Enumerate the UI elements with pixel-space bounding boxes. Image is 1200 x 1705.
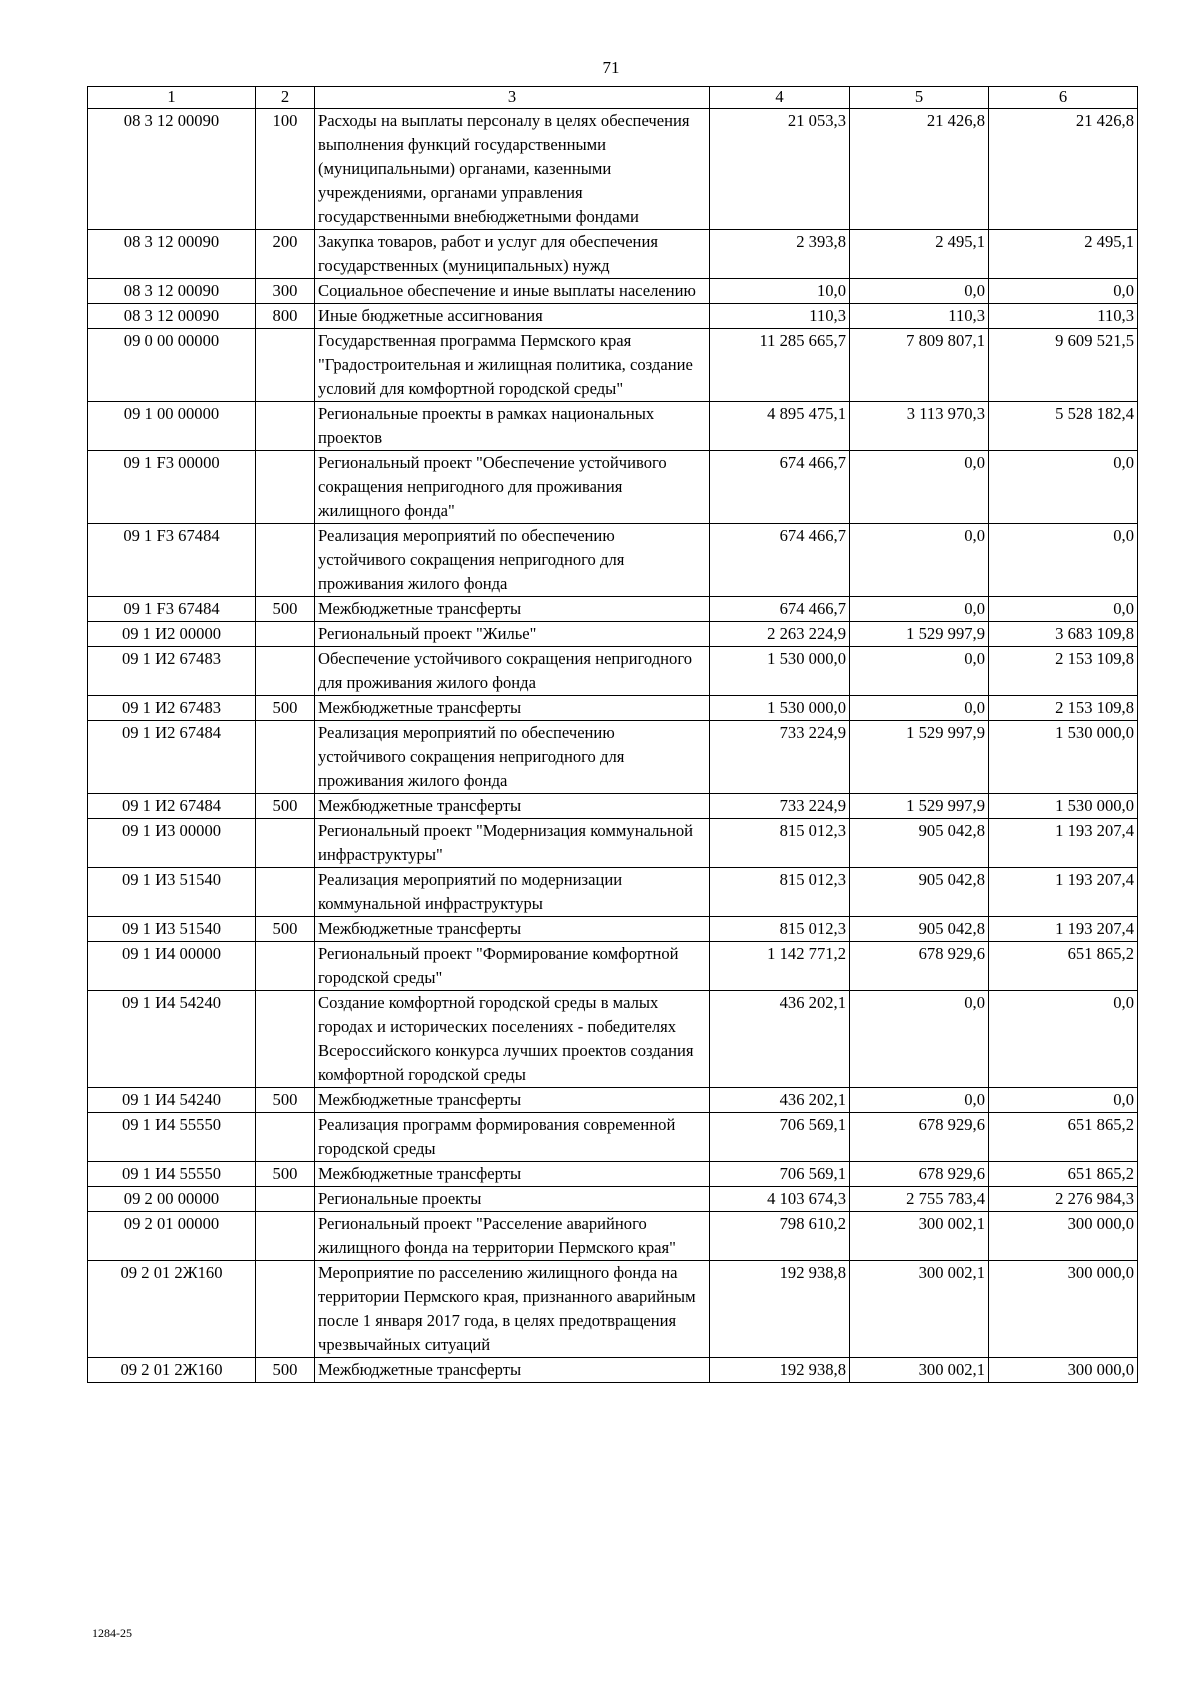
- amount-col-4: 1 530 000,0: [710, 647, 850, 696]
- target-item-code: 08 3 12 00090: [88, 304, 256, 329]
- table-row: [88, 1187, 1138, 1212]
- item-name: Мероприятие по расселению жилищного фонда на территории Пермского края, признанного аварийным после 1 января 2017 года, в целях предотвращения чрезвычайных ситуаций: [315, 1261, 710, 1358]
- expense-type-code: [256, 1261, 315, 1358]
- item-name: Иные бюджетные ассигнования: [315, 304, 710, 329]
- amount-col-5: 905 042,8: [850, 868, 989, 917]
- amount-col-6: 1 530 000,0: [989, 721, 1138, 794]
- table-row: [88, 329, 1138, 402]
- amount-col-4: 674 466,7: [710, 451, 850, 524]
- expense-type-code: 500: [256, 1088, 315, 1113]
- amount-col-4: 674 466,7: [710, 524, 850, 597]
- expense-type-code: 800: [256, 304, 315, 329]
- expense-type-code: 200: [256, 230, 315, 279]
- amount-col-5: 2 755 783,4: [850, 1187, 989, 1212]
- amount-col-4: 4 895 475,1: [710, 402, 850, 451]
- expense-type-code: 500: [256, 597, 315, 622]
- amount-col-4: 674 466,7: [710, 597, 850, 622]
- amount-col-4: 192 938,8: [710, 1358, 850, 1383]
- header-col-6: 6: [989, 87, 1138, 109]
- amount-col-6: 1 193 207,4: [989, 917, 1138, 942]
- amount-col-4: 798 610,2: [710, 1212, 850, 1261]
- target-item-code: 09 1 F3 67484: [88, 597, 256, 622]
- target-item-code: 09 0 00 00000: [88, 329, 256, 402]
- column-number-row: [88, 87, 1138, 109]
- item-name: Межбюджетные трансферты: [315, 1358, 710, 1383]
- header-col-3: 3: [315, 87, 710, 109]
- item-name: Государственная программа Пермского края "Градостроительная и жилищная политика, создание условий для комфортной городской среды": [315, 329, 710, 402]
- item-name: Региональные проекты в рамках национальных проектов: [315, 402, 710, 451]
- item-name: Региональный проект "Обеспечение устойчивого сокращения непригодного для проживания жилищного фонда": [315, 451, 710, 524]
- amount-col-5: 1 529 997,9: [850, 721, 989, 794]
- target-item-code: 09 1 И4 00000: [88, 942, 256, 991]
- item-name: Реализация мероприятий по обеспечению устойчивого сокращения непригодного для проживания жилого фонда: [315, 721, 710, 794]
- amount-col-5: 905 042,8: [850, 819, 989, 868]
- target-item-code: 09 1 F3 00000: [88, 451, 256, 524]
- amount-col-5: 678 929,6: [850, 942, 989, 991]
- target-item-code: 09 1 И4 54240: [88, 991, 256, 1088]
- table-row: [88, 647, 1138, 696]
- amount-col-4: 733 224,9: [710, 794, 850, 819]
- target-item-code: 08 3 12 00090: [88, 279, 256, 304]
- expense-type-code: [256, 647, 315, 696]
- expense-type-code: [256, 451, 315, 524]
- expense-type-code: 500: [256, 1358, 315, 1383]
- item-name: Реализация программ формирования современной городской среды: [315, 1113, 710, 1162]
- table-row: [88, 1358, 1138, 1383]
- table-row: [88, 304, 1138, 329]
- target-item-code: 08 3 12 00090: [88, 109, 256, 230]
- amount-col-6: 651 865,2: [989, 1113, 1138, 1162]
- page-number: 71: [602, 58, 620, 77]
- amount-col-4: 815 012,3: [710, 917, 850, 942]
- target-item-code: 09 1 И2 67483: [88, 647, 256, 696]
- amount-col-4: 1 530 000,0: [710, 696, 850, 721]
- target-item-code: 09 1 И2 00000: [88, 622, 256, 647]
- table-row: [88, 597, 1138, 622]
- table-row: [88, 942, 1138, 991]
- amount-col-4: 436 202,1: [710, 1088, 850, 1113]
- target-item-code: 09 2 00 00000: [88, 1187, 256, 1212]
- expense-type-code: [256, 868, 315, 917]
- amount-col-6: 9 609 521,5: [989, 329, 1138, 402]
- target-item-code: 09 1 И2 67483: [88, 696, 256, 721]
- amount-col-6: 1 193 207,4: [989, 868, 1138, 917]
- amount-col-6: 0,0: [989, 597, 1138, 622]
- table-row: [88, 868, 1138, 917]
- amount-col-6: 300 000,0: [989, 1358, 1138, 1383]
- target-item-code: 09 1 И4 55550: [88, 1113, 256, 1162]
- amount-col-5: 905 042,8: [850, 917, 989, 942]
- item-name: Обеспечение устойчивого сокращения непригодного для проживания жилого фонда: [315, 647, 710, 696]
- table-row: [88, 402, 1138, 451]
- table-row: [88, 622, 1138, 647]
- amount-col-6: 110,3: [989, 304, 1138, 329]
- expense-type-code: 500: [256, 696, 315, 721]
- amount-col-4: 21 053,3: [710, 109, 850, 230]
- amount-col-6: 2 153 109,8: [989, 696, 1138, 721]
- table-row: [88, 1113, 1138, 1162]
- item-name: Создание комфортной городской среды в малых городах и исторических поселениях - победителях Всероссийского конкурса лучших проектов создания комфортной городской среды: [315, 991, 710, 1088]
- target-item-code: 09 1 И2 67484: [88, 721, 256, 794]
- amount-col-4: 10,0: [710, 279, 850, 304]
- header-col-5: 5: [850, 87, 989, 109]
- target-item-code: 09 1 И3 51540: [88, 917, 256, 942]
- amount-col-5: 7 809 807,1: [850, 329, 989, 402]
- expense-type-code: [256, 1212, 315, 1261]
- amount-col-6: 21 426,8: [989, 109, 1138, 230]
- amount-col-6: 0,0: [989, 1088, 1138, 1113]
- amount-col-6: 2 495,1: [989, 230, 1138, 279]
- item-name: Межбюджетные трансферты: [315, 1088, 710, 1113]
- amount-col-5: 678 929,6: [850, 1162, 989, 1187]
- amount-col-4: 110,3: [710, 304, 850, 329]
- table-row: [88, 1088, 1138, 1113]
- amount-col-6: 651 865,2: [989, 1162, 1138, 1187]
- item-name: Реализация мероприятий по модернизации коммунальной инфраструктуры: [315, 868, 710, 917]
- document-reference: 1284-25: [92, 1626, 132, 1640]
- table-row: [88, 819, 1138, 868]
- amount-col-6: 5 528 182,4: [989, 402, 1138, 451]
- amount-col-5: 0,0: [850, 991, 989, 1088]
- amount-col-4: 815 012,3: [710, 868, 850, 917]
- item-name: Региональный проект "Формирование комфортной городской среды": [315, 942, 710, 991]
- expense-type-code: [256, 942, 315, 991]
- amount-col-6: 0,0: [989, 279, 1138, 304]
- expense-type-code: [256, 1187, 315, 1212]
- expense-type-code: 300: [256, 279, 315, 304]
- table-row: [88, 794, 1138, 819]
- expense-type-code: [256, 402, 315, 451]
- amount-col-4: 11 285 665,7: [710, 329, 850, 402]
- target-item-code: 09 1 И4 54240: [88, 1088, 256, 1113]
- amount-col-4: 436 202,1: [710, 991, 850, 1088]
- amount-col-5: 1 529 997,9: [850, 622, 989, 647]
- table-row: [88, 109, 1138, 230]
- amount-col-4: 815 012,3: [710, 819, 850, 868]
- expense-type-code: [256, 524, 315, 597]
- item-name: Региональный проект "Модернизация коммунальной инфраструктуры": [315, 819, 710, 868]
- item-name: Межбюджетные трансферты: [315, 794, 710, 819]
- amount-col-5: 0,0: [850, 647, 989, 696]
- header-col-1: 1: [88, 87, 256, 109]
- expense-type-code: [256, 991, 315, 1088]
- budget-table: [87, 86, 1138, 1383]
- table-row: [88, 451, 1138, 524]
- item-name: Межбюджетные трансферты: [315, 917, 710, 942]
- target-item-code: 09 1 И4 55550: [88, 1162, 256, 1187]
- table-row: [88, 1212, 1138, 1261]
- target-item-code: 09 1 И2 67484: [88, 794, 256, 819]
- amount-col-6: 1 530 000,0: [989, 794, 1138, 819]
- amount-col-5: 300 002,1: [850, 1261, 989, 1358]
- amount-col-5: 678 929,6: [850, 1113, 989, 1162]
- item-name: Межбюджетные трансферты: [315, 1162, 710, 1187]
- amount-col-5: 300 002,1: [850, 1358, 989, 1383]
- amount-col-5: 1 529 997,9: [850, 794, 989, 819]
- amount-col-6: 1 193 207,4: [989, 819, 1138, 868]
- expense-type-code: [256, 721, 315, 794]
- amount-col-6: 3 683 109,8: [989, 622, 1138, 647]
- amount-col-6: 0,0: [989, 524, 1138, 597]
- target-item-code: 09 2 01 2Ж160: [88, 1358, 256, 1383]
- expense-type-code: [256, 329, 315, 402]
- header-col-4: 4: [710, 87, 850, 109]
- amount-col-5: 2 495,1: [850, 230, 989, 279]
- expense-type-code: 500: [256, 1162, 315, 1187]
- item-name: Межбюджетные трансферты: [315, 597, 710, 622]
- table-row: [88, 917, 1138, 942]
- amount-col-6: 2 276 984,3: [989, 1187, 1138, 1212]
- table-row: [88, 1162, 1138, 1187]
- item-name: Межбюджетные трансферты: [315, 696, 710, 721]
- amount-col-5: 21 426,8: [850, 109, 989, 230]
- amount-col-5: 0,0: [850, 1088, 989, 1113]
- target-item-code: 09 1 00 00000: [88, 402, 256, 451]
- amount-col-5: 0,0: [850, 524, 989, 597]
- item-name: Расходы на выплаты персоналу в целях обеспечения выполнения функций государственными (муниципальными) органами, казенными учреждениями, органами управления государственными внебюджетными фондами: [315, 109, 710, 230]
- item-name: Социальное обеспечение и иные выплаты населению: [315, 279, 710, 304]
- expense-type-code: 500: [256, 794, 315, 819]
- item-name: Региональный проект "Расселение аварийного жилищного фонда на территории Пермского края": [315, 1212, 710, 1261]
- amount-col-6: 300 000,0: [989, 1261, 1138, 1358]
- target-item-code: 08 3 12 00090: [88, 230, 256, 279]
- target-item-code: 09 1 И3 51540: [88, 868, 256, 917]
- item-name: Региональные проекты: [315, 1187, 710, 1212]
- table-row: [88, 991, 1138, 1088]
- expense-type-code: [256, 622, 315, 647]
- amount-col-6: 2 153 109,8: [989, 647, 1138, 696]
- amount-col-5: 0,0: [850, 451, 989, 524]
- expense-type-code: [256, 1113, 315, 1162]
- amount-col-4: 2 263 224,9: [710, 622, 850, 647]
- amount-col-4: 733 224,9: [710, 721, 850, 794]
- item-name: Закупка товаров, работ и услуг для обеспечения государственных (муниципальных) нужд: [315, 230, 710, 279]
- table-row: [88, 1261, 1138, 1358]
- amount-col-6: 651 865,2: [989, 942, 1138, 991]
- amount-col-4: 706 569,1: [710, 1162, 850, 1187]
- amount-col-5: 110,3: [850, 304, 989, 329]
- target-item-code: 09 1 F3 67484: [88, 524, 256, 597]
- expense-type-code: 500: [256, 917, 315, 942]
- table-row: [88, 696, 1138, 721]
- amount-col-5: 0,0: [850, 696, 989, 721]
- amount-col-5: 3 113 970,3: [850, 402, 989, 451]
- amount-col-6: 0,0: [989, 451, 1138, 524]
- amount-col-6: 300 000,0: [989, 1212, 1138, 1261]
- amount-col-5: 0,0: [850, 597, 989, 622]
- item-name: Региональный проект "Жилье": [315, 622, 710, 647]
- amount-col-4: 192 938,8: [710, 1261, 850, 1358]
- target-item-code: 09 2 01 2Ж160: [88, 1261, 256, 1358]
- amount-col-4: 706 569,1: [710, 1113, 850, 1162]
- expense-type-code: 100: [256, 109, 315, 230]
- amount-col-4: 4 103 674,3: [710, 1187, 850, 1212]
- amount-col-4: 1 142 771,2: [710, 942, 850, 991]
- target-item-code: 09 2 01 00000: [88, 1212, 256, 1261]
- table-row: [88, 230, 1138, 279]
- amount-col-5: 0,0: [850, 279, 989, 304]
- table-row: [88, 524, 1138, 597]
- target-item-code: 09 1 И3 00000: [88, 819, 256, 868]
- amount-col-6: 0,0: [989, 991, 1138, 1088]
- expense-type-code: [256, 819, 315, 868]
- table-row: [88, 721, 1138, 794]
- amount-col-4: 2 393,8: [710, 230, 850, 279]
- amount-col-5: 300 002,1: [850, 1212, 989, 1261]
- table-body: [88, 109, 1138, 1383]
- item-name: Реализация мероприятий по обеспечению устойчивого сокращения непригодного для проживания жилого фонда: [315, 524, 710, 597]
- table-row: [88, 279, 1138, 304]
- header-col-2: 2: [256, 87, 315, 109]
